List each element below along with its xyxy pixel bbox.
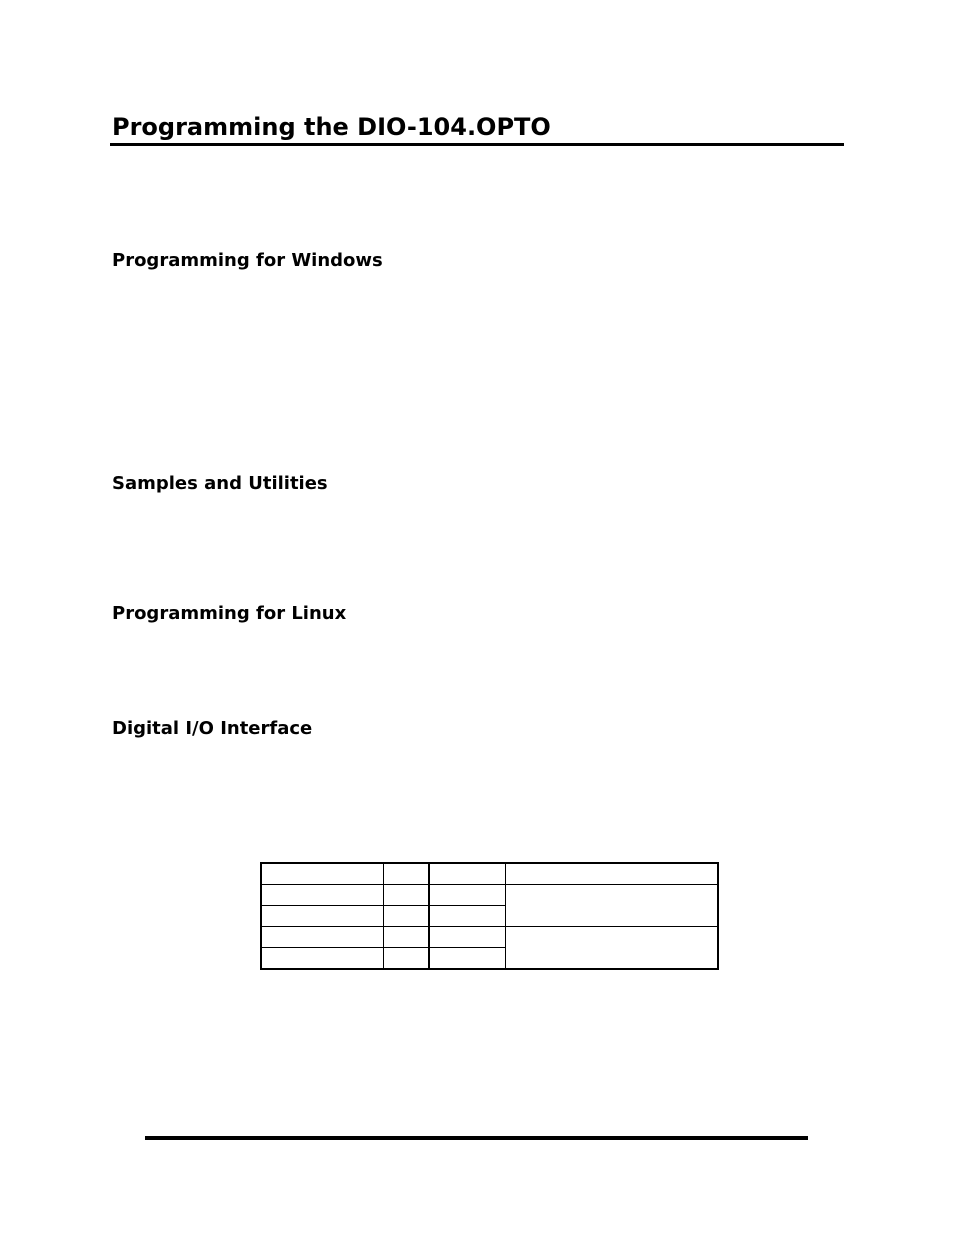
table-cell — [383, 863, 429, 885]
section-heading-windows: Programming for Windows — [112, 250, 383, 271]
section-heading-samples: Samples and Utilities — [112, 473, 328, 494]
table-cell — [429, 906, 505, 927]
table-cell — [383, 948, 429, 970]
table-cell-merged — [505, 927, 718, 970]
table-row — [261, 927, 718, 948]
table-cell — [429, 948, 505, 970]
io-register-table — [260, 862, 719, 970]
section-heading-linux: Programming for Linux — [112, 603, 347, 624]
table-cell — [429, 863, 505, 885]
table-row — [261, 885, 718, 906]
table-cell — [261, 948, 383, 970]
table-cell — [429, 927, 505, 948]
table-cell — [261, 927, 383, 948]
table-cell — [429, 885, 505, 906]
title-rule — [110, 143, 844, 146]
section-heading-digital-io: Digital I/O Interface — [112, 718, 313, 739]
table-cell — [383, 885, 429, 906]
table-cell — [261, 906, 383, 927]
table-cell-merged — [505, 885, 718, 927]
table-cell — [383, 927, 429, 948]
page-title: Programming the DIO-104.OPTO — [112, 113, 551, 141]
table-cell — [261, 863, 383, 885]
table-cell — [505, 863, 718, 885]
table-cell — [261, 885, 383, 906]
footer-rule — [145, 1136, 808, 1140]
table-header-row — [261, 863, 718, 885]
table-cell — [383, 906, 429, 927]
